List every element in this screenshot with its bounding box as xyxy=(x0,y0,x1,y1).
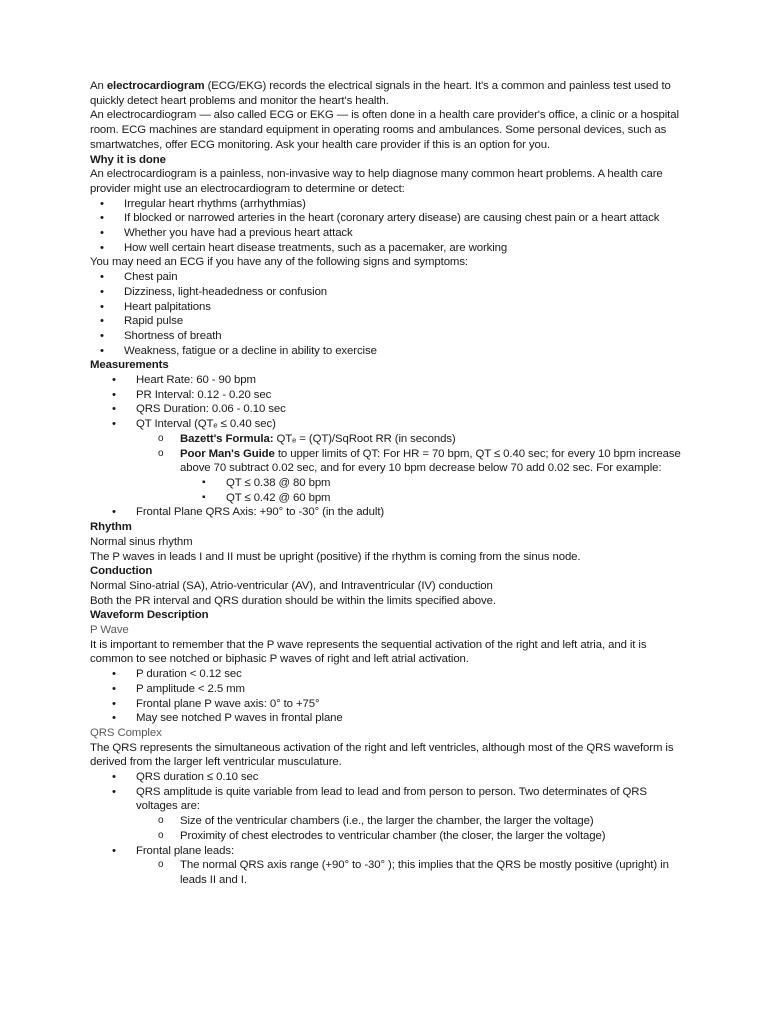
rhythm-text: The P waves in leads I and II must be upright (positive) if the rhythm is coming from the sinus node. xyxy=(90,550,581,563)
why-text: An electrocardiogram is a painless, non-invasive way to help diagnose many common heart problems. A health care provider might use an electrocardiogram to determine or detect: xyxy=(90,168,663,195)
conduction-line-2: Both the PR interval and QRS duration should be within the limits specified above. xyxy=(90,594,496,607)
p-wave-title: P Wave xyxy=(90,624,129,637)
why-list xyxy=(90,197,690,256)
list-item: • Weakness, fatigue or a decline in ability to exercise xyxy=(90,344,690,359)
rhythm-heading: Rhythm xyxy=(90,521,132,534)
list-item: • Chest pain xyxy=(90,270,690,285)
list-item: • May see notched P waves in frontal plane xyxy=(90,711,690,726)
document-body xyxy=(90,79,690,888)
list-item: o Size of the ventricular chambers (i.e., the larger the chamber, the larger the voltage) xyxy=(90,814,690,829)
qrs-sublist-2 xyxy=(90,858,690,887)
bazett-item xyxy=(90,432,690,447)
list-item: • Whether you have had a previous heart attack xyxy=(90,226,690,241)
conduction-heading: Conduction xyxy=(90,565,153,578)
list-item: • Rapid pulse xyxy=(90,314,690,329)
list-item: o Proximity of chest electrodes to ventricular chamber (the closer, the larger the voltage) xyxy=(90,829,690,844)
list-item: • PR Interval: 0.12 - 0.20 sec xyxy=(90,388,690,403)
bazett-label: Bazett's Formula: xyxy=(180,432,274,445)
waveform-heading: Waveform Description xyxy=(90,609,209,622)
list-item: • Frontal plane P wave axis: 0° to +75° xyxy=(90,697,690,712)
list-item: • QT Interval (QTₑ ≤ 0.40 sec) xyxy=(90,417,690,432)
qt-sublist xyxy=(90,432,690,476)
list-item: • P amplitude < 2.5 mm xyxy=(90,682,690,697)
intro-paragraph-1 xyxy=(90,79,690,108)
poor-man-item xyxy=(90,447,690,476)
measurements-heading: Measurements xyxy=(90,359,169,372)
bazett-text: QTₑ = (QT)/SqRoot RR (in seconds) xyxy=(273,432,456,445)
list-item: • Heart Rate: 60 - 90 bpm xyxy=(90,373,690,388)
poor-man-text: to upper limits of QT: For HR = 70 bpm, QT ≤ 0.40 sec; for every 10 bpm increase above 70 subtract 0.02 sec, and for every 10 bpm decrease below 70 add 0.02 sec. For example: xyxy=(180,447,681,475)
qrs-title: QRS Complex xyxy=(90,726,162,739)
measurements-list xyxy=(90,373,690,432)
list-item: • Dizziness, light-headedness or confusion xyxy=(90,285,690,300)
poor-man-label: Poor Man's Guide xyxy=(180,447,275,460)
list-item: • Heart palpitations xyxy=(90,300,690,315)
list-item: • QRS Duration: 0.06 - 0.10 sec xyxy=(90,402,690,417)
why-heading: Why it is done xyxy=(90,153,166,166)
list-item: • P duration < 0.12 sec xyxy=(90,667,690,682)
conduction-line-1: Normal Sino-atrial (SA), Atrio-ventricular (AV), and Intraventricular (IV) conduction xyxy=(90,579,493,592)
list-item: • Frontal plane leads: xyxy=(90,844,690,859)
list-item: • How well certain heart disease treatments, such as a pacemaker, are working xyxy=(90,241,690,256)
list-item: • If blocked or narrowed arteries in the heart (coronary artery disease) are causing chest pain or a heart attack xyxy=(90,211,690,226)
intro-paragraph-2: An electrocardiogram — also called ECG or EKG — is often done in a health care provider's office, a clinic or a hospital room. ECG machines are standard equipment in operating rooms and ambulances. Some personal devices, such as smartwatches, offer ECG monitoring. Ask your health care provider if this is an option for you. xyxy=(90,109,679,151)
qrs-list-2 xyxy=(90,844,690,859)
p-wave-list xyxy=(90,667,690,726)
qt-examples-list xyxy=(90,476,690,505)
list-item: ▪ QT ≤ 0.38 @ 80 bpm xyxy=(90,476,690,491)
intro-text-pre: An xyxy=(90,80,107,92)
intro-bold-term: electrocardiogram xyxy=(106,80,205,92)
axis-list xyxy=(90,505,690,520)
qrs-sublist-1 xyxy=(90,814,690,843)
list-item: o The normal QRS axis range (+90° to -30° ); this implies that the QRS be mostly positive (upright) in leads II and I. xyxy=(90,858,690,887)
symptoms-list xyxy=(90,270,690,358)
qrs-list-1 xyxy=(90,770,690,814)
intro-text-post: (ECG/EKG) records the electrical signals in the heart. It's a common and painless test used to quickly detect heart problems and monitor the heart's health. xyxy=(90,80,671,107)
p-wave-text: It is important to remember that the P wave represents the sequential activation of the right and left atria, and it is common to see notched or biphasic P waves of right and left atrial activation. xyxy=(90,638,647,666)
symptoms-text: You may need an ECG if you have any of the following signs and symptoms: xyxy=(90,256,468,269)
list-item: • QRS amplitude is quite variable from lead to lead and from person to person. Two determinates of QRS voltages are: xyxy=(90,785,690,814)
list-item: • Frontal Plane QRS Axis: +90° to -30° (in the adult) xyxy=(90,505,690,520)
list-item: • QRS duration ≤ 0.10 sec xyxy=(90,770,690,785)
list-item: ▪ QT ≤ 0.42 @ 60 bpm xyxy=(90,491,690,506)
qrs-text: The QRS represents the simultaneous activation of the right and left ventricles, although most of the QRS waveform is derived from the larger left ventricular musculature. xyxy=(90,741,674,769)
list-item: • Shortness of breath xyxy=(90,329,690,344)
list-item: • Irregular heart rhythms (arrhythmias) xyxy=(90,197,690,212)
rhythm-sub: Normal sinus rhythm xyxy=(90,535,193,548)
